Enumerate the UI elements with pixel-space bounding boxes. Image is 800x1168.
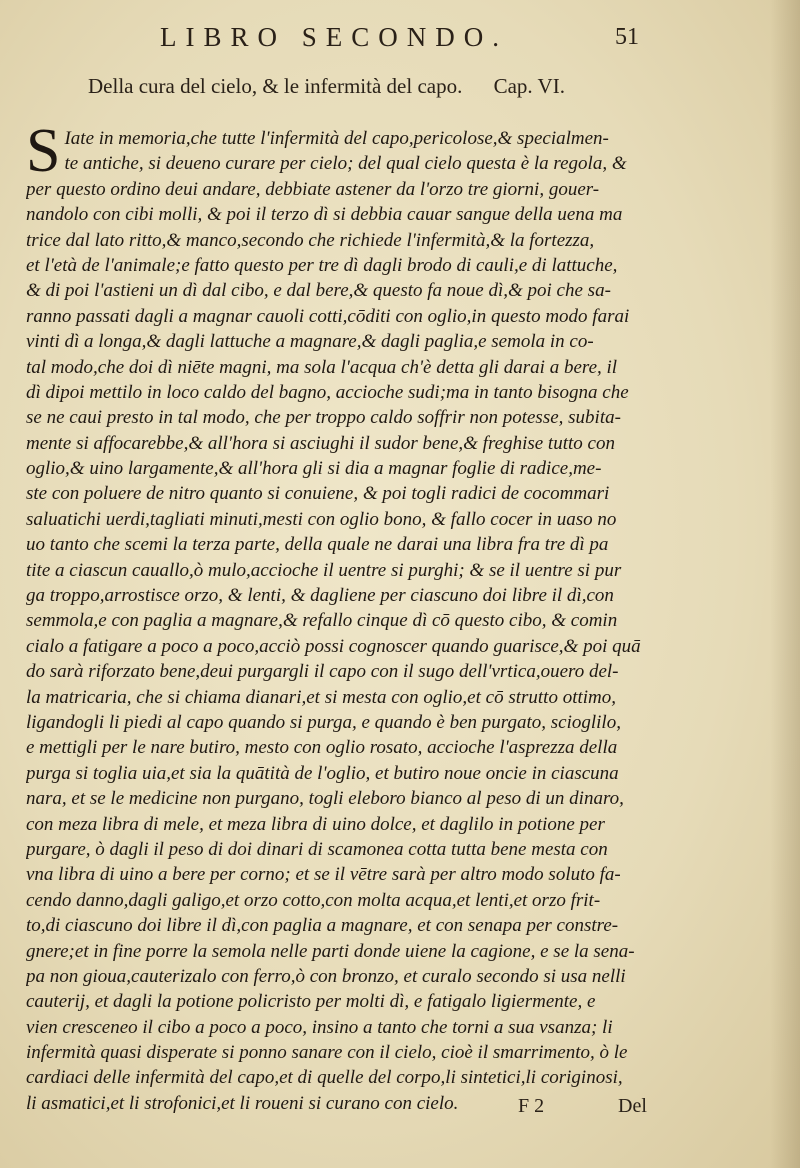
- catchword: Del: [618, 1095, 647, 1117]
- text-line-content: do sarà riforzato bene,deui purgargli il capo con il sugo dell'vrtica,ouero del-: [26, 661, 619, 683]
- drop-cap: S: [26, 117, 61, 185]
- text-line: [26, 837, 706, 862]
- text-line: [26, 659, 706, 684]
- text-line: [26, 1040, 706, 1065]
- text-line: [26, 177, 706, 202]
- text-line-content: semmola,e con paglia a magnare,& refallo cinque dì cō questo cibo, & comin: [26, 610, 618, 632]
- text-line: [26, 304, 706, 329]
- text-line-content: purgare, ò dagli il peso di doi dinari di scamonea cotta tutta bene mesta con: [26, 838, 608, 860]
- text-line-content: tal modo,che doi dì niēte magni, ma sola l'acqua ch'è detta gli darai a bere, il: [26, 356, 618, 378]
- text-line: [26, 558, 706, 583]
- page-header: [0, 18, 800, 58]
- text-line-content: oglio,& uino largamente,& all'hora gli si dia a magnar foglie di radice,me-: [26, 458, 602, 480]
- text-line-content: te antiche, si deueno curare per cielo; del qual cielo questa è la regola, &: [64, 153, 627, 175]
- text-line-content: mente si affocarebbe,& all'hora si asciughi il sudor bene,& freghise tutto con: [26, 432, 615, 454]
- text-line: [26, 989, 706, 1014]
- text-line: [26, 355, 706, 380]
- text-line: [26, 812, 706, 837]
- text-line: [26, 634, 706, 659]
- text-line: [26, 253, 706, 278]
- text-line-content: ranno passati dagli a magnar cauoli cotti,cōditi con oglio,in questo modo farai: [26, 305, 630, 327]
- text-line: [26, 405, 706, 430]
- text-line: [26, 1015, 706, 1040]
- page-edge-shadow: [770, 0, 800, 1168]
- text-line-content: saluatichi uerdi,tagliati minuti,mesti con oglio bono, & fallo cocer in uaso no: [26, 508, 617, 530]
- text-line-content: trice dal lato ritto,& manco,secondo che richiede l'infermità,& la fortezza,: [26, 229, 595, 251]
- text-line-content: infermità quasi disperate si ponno sanare con il cielo, cioè il smarrimento, ò le: [26, 1042, 628, 1064]
- text-line: [26, 456, 706, 481]
- text-line-content: la matricaria, che si chiama dianari,et si mesta con oglio,et cō strutto ottimo,: [26, 686, 617, 708]
- text-line: [26, 888, 706, 913]
- text-line: [26, 685, 706, 710]
- text-line: [26, 507, 706, 532]
- text-line: [26, 862, 706, 887]
- text-line-content: pa non gioua,cauterizalo con ferro,ò con bronzo, et curalo secondo si usa nelli: [26, 965, 626, 987]
- text-line: [26, 735, 706, 760]
- text-line-content: dì dipoi mettilo in loco caldo del bagno, accioche sudi;ma in tanto bisogna che: [26, 381, 629, 403]
- text-line-content: ga troppo,arrostisce orzo, & lenti, & dagliene per ciascuno doi libre il dì,con: [26, 585, 614, 607]
- page-footer: [0, 1092, 800, 1125]
- text-line: [26, 583, 706, 608]
- text-line: [26, 761, 706, 786]
- text-line: [26, 431, 706, 456]
- text-line: [64, 151, 706, 176]
- text-line-content: se ne caui presto in tal modo, che per troppo caldo soffrir non potesse, subita-: [26, 407, 621, 429]
- text-line-content: uo tanto che scemi la terza parte, della quale ne darai una libra fra tre dì pa: [26, 534, 609, 556]
- text-line-content: cendo danno,dagli galigo,et orzo cotto,con molta acqua,et lenti,et orzo frit-: [26, 889, 601, 911]
- text-line-content: & di poi l'astieni un dì dal cibo, e dal bere,& questo fa noue dì,& poi che sa-: [26, 280, 611, 302]
- text-line-content: cauterij, et dagli la potione policristo per molti dì, e fatigalo ligiermente, e: [26, 991, 596, 1013]
- text-line: [26, 939, 706, 964]
- text-line-content: gnere;et in fine porre la semola nelle parti donde uiene la cagione, e se la sena-: [26, 940, 635, 962]
- text-line-content: ste con poluere de nitro quanto si conuiene, & poi togli radici de cocommari: [26, 483, 610, 505]
- body-text: [26, 117, 706, 1116]
- text-line: [26, 1065, 706, 1090]
- chapter-number: Cap. VI.: [493, 74, 565, 98]
- text-line-content: e mettigli per le nare butiro, mesto con oglio rosato, accioche l'asprezza della: [26, 737, 618, 759]
- text-line-content: nara, et se le medicine non purgano, togli eleboro bianco al peso di un dinaro,: [26, 788, 624, 810]
- text-line-content: ligandogli li piedi al capo quando si purga, e quando è ben purgato, scioglilo,: [26, 711, 621, 733]
- text-line-content: vna libra di uino a bere per corno; et se il vētre sarà per altro modo soluto fa-: [26, 864, 621, 886]
- text-line: [26, 710, 706, 735]
- text-line-content: cialo a fatigare a poco a poco,acciò possi cognoscer quando guarisce,& poi quā: [26, 635, 641, 657]
- text-line: [26, 228, 706, 253]
- text-line-content: vinti dì a longa,& dagli lattuche a magnare,& dagli paglia,e semola in co-: [26, 331, 594, 353]
- text-line-content: cardiaci delle infermità del capo,et di quelle del corpo,li sintetici,li coriginosi,: [26, 1067, 623, 1089]
- text-line: [26, 329, 706, 354]
- text-line-content: et l'età de l'animale;e fatto questo per tre dì dagli brodo di cauli,e di lattuche,: [26, 254, 618, 276]
- text-line-content: purga si toglia uia,et sia la quātità de l'oglio, et butiro noue oncie in ciascuna: [26, 762, 619, 784]
- text-line: [26, 608, 706, 633]
- text-line: [64, 126, 706, 151]
- chapter-title: Della cura del cielo, & le infermità del capo.: [88, 74, 463, 98]
- text-line-content: nandolo con cibi molli, & poi il terzo dì si debbia cauar sangue della uena ma: [26, 204, 623, 226]
- signature-mark: F 2: [518, 1095, 545, 1117]
- text-line: [26, 532, 706, 557]
- text-line-content: vien cresceneo il cibo a poco a poco, insino a tanto che torni a sua vsanza; li: [26, 1016, 613, 1038]
- text-line: [26, 913, 706, 938]
- text-line: [26, 202, 706, 227]
- text-line-content: con meza libra di mele, et meza libra di uino dolce, et daglilo in potione per: [26, 813, 605, 835]
- text-line: [26, 964, 706, 989]
- text-line-content: per questo ordino deui andare, debbiate astener da l'orzo tre giorni, gouer-: [26, 178, 600, 200]
- text-line: [26, 278, 706, 303]
- text-line: [26, 481, 706, 506]
- chapter-heading: [88, 74, 728, 99]
- text-line-content: Iate in memoria,che tutte l'infermità del capo,pericolose,& specialmen-: [64, 128, 609, 149]
- text-line-content: tite a ciascun cauallo,ò mulo,accioche il uentre si purghi; & se il uentre si pur: [26, 559, 622, 581]
- running-head: LIBRO SECONDO.: [160, 22, 509, 52]
- text-line: [26, 380, 706, 405]
- text-line-content: to,di ciascuno doi libre il dì,con paglia a magnare, et con senapa per constre-: [26, 915, 619, 937]
- text-line: [26, 786, 706, 811]
- text-line-content: li asmatici,et li strofonici,et li roueni si curano con cielo.: [26, 1092, 459, 1114]
- page-number: 51: [615, 24, 639, 50]
